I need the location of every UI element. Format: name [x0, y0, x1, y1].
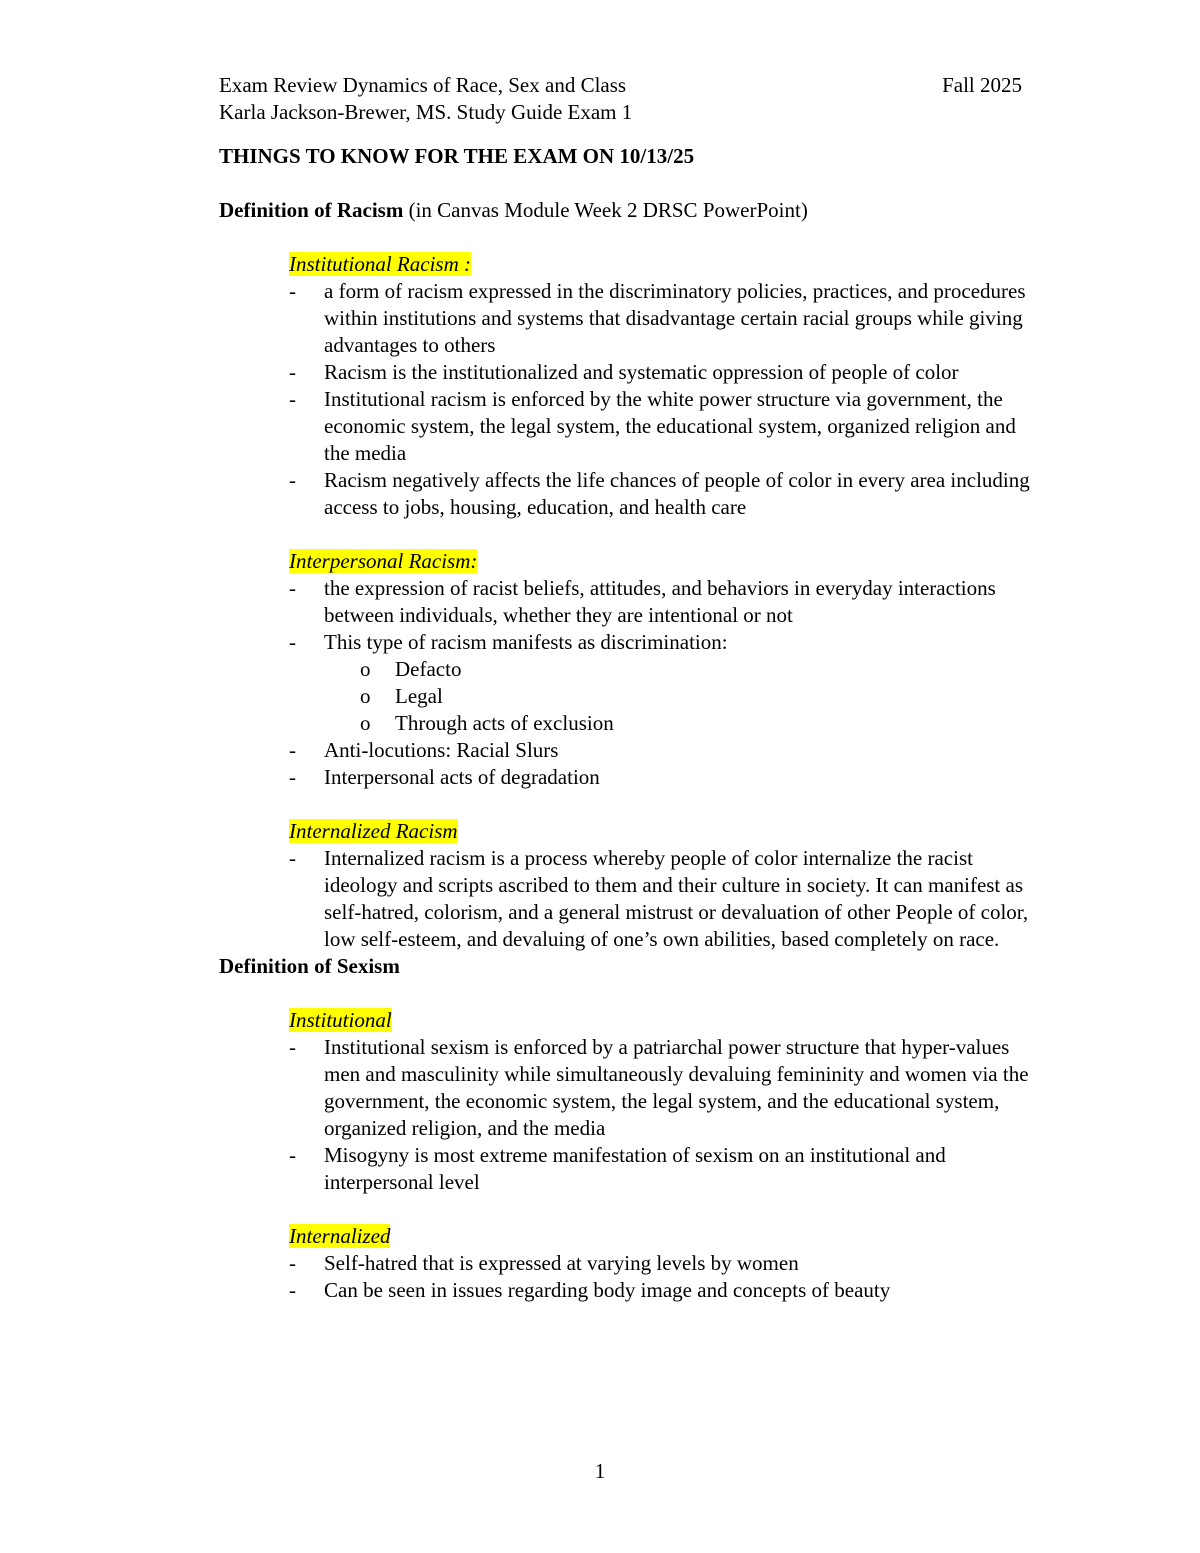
- list-item: - Racism negatively affects the life chances of people of color in every area including access to jobs, housing, education, and health care: [289, 467, 1039, 521]
- list-item: - Misogyny is most extreme manifestation of sexism on an institutional and interpersonal level: [289, 1142, 1039, 1196]
- list-item: - Interpersonal acts of degradation: [289, 764, 1039, 791]
- header-line-1: [219, 72, 1022, 99]
- list-item: - Internalized racism is a process whereby people of color internalize the racist ideology and scripts ascribed to them and their culture in society. It can manifest as self-hatred, colorism, and a general mistrust or devaluation of other People of color, low self-esteem, and devaluing of one’s own abilities, based completely on race.: [289, 845, 1039, 953]
- list-item: - Racism is the institutionalized and systematic oppression of people of color: [289, 359, 1039, 386]
- list-item: - Can be seen in issues regarding body image and concepts of beauty: [289, 1277, 1039, 1304]
- list-item: - Anti-locutions: Racial Slurs: [289, 737, 1039, 764]
- list-item: - the expression of racist beliefs, attitudes, and behaviors in everyday interactions between individuals, whether they are intentional or not: [289, 575, 1039, 629]
- page-number: 1: [594, 1459, 606, 1483]
- document-header: [219, 72, 1022, 126]
- internalized-sexism-label: Internalized: [289, 1224, 391, 1248]
- sub-list-item: o Through acts of exclusion: [360, 710, 1039, 737]
- list-item-text: This type of racism manifests as discrimination:: [324, 630, 728, 654]
- institutional-sexism-label: Institutional: [289, 1008, 392, 1032]
- institutional-racism-list: [219, 278, 1039, 521]
- header-course-title: Exam Review Dynamics of Race, Sex and Class: [219, 73, 627, 97]
- discrimination-sublist: [324, 656, 1039, 737]
- list-item: - Self-hatred that is expressed at varying levels by women: [289, 1250, 1039, 1277]
- sub-list-item: o Legal: [360, 683, 1039, 710]
- document-body: [219, 143, 1039, 1304]
- list-item: - Institutional sexism is enforced by a patriarchal power structure that hyper-values men and masculinity while simultaneously devaluing femininity and women via the government, the economic system, the legal system, and the educational system, organized religion, and the media: [289, 1034, 1039, 1142]
- list-item: - Institutional racism is enforced by the white power structure via government, the economic system, the legal system, the educational system, organized religion and the media: [289, 386, 1039, 467]
- racism-heading-note: (in Canvas Module Week 2 DRSC PowerPoint): [403, 198, 808, 222]
- internalized-sexism-list: [219, 1250, 1039, 1304]
- internalized-racism-label: Internalized Racism: [289, 819, 458, 843]
- institutional-sexism-list: [219, 1034, 1039, 1196]
- list-item: [289, 629, 1039, 737]
- racism-heading-text: Definition of Racism: [219, 198, 404, 222]
- sub-list-item: o Defacto: [360, 656, 1039, 683]
- header-line-2: Karla Jackson-Brewer, MS. Study Guide Exam 1: [219, 100, 633, 124]
- interpersonal-racism-list: [219, 575, 1039, 791]
- racism-heading: [219, 197, 1039, 224]
- page-title: THINGS TO KNOW FOR THE EXAM ON 10/13/25: [219, 144, 695, 168]
- internalized-racism-list: [219, 845, 1039, 953]
- institutional-racism-label: Institutional Racism :: [289, 252, 471, 276]
- header-term: Fall 2025: [942, 73, 1022, 97]
- sexism-heading: Definition of Sexism: [219, 954, 400, 978]
- interpersonal-racism-label: Interpersonal Racism:: [289, 549, 478, 573]
- list-item: - a form of racism expressed in the discriminatory policies, practices, and procedures within institutions and systems that disadvantage certain racial groups while giving advantages to others: [289, 278, 1039, 359]
